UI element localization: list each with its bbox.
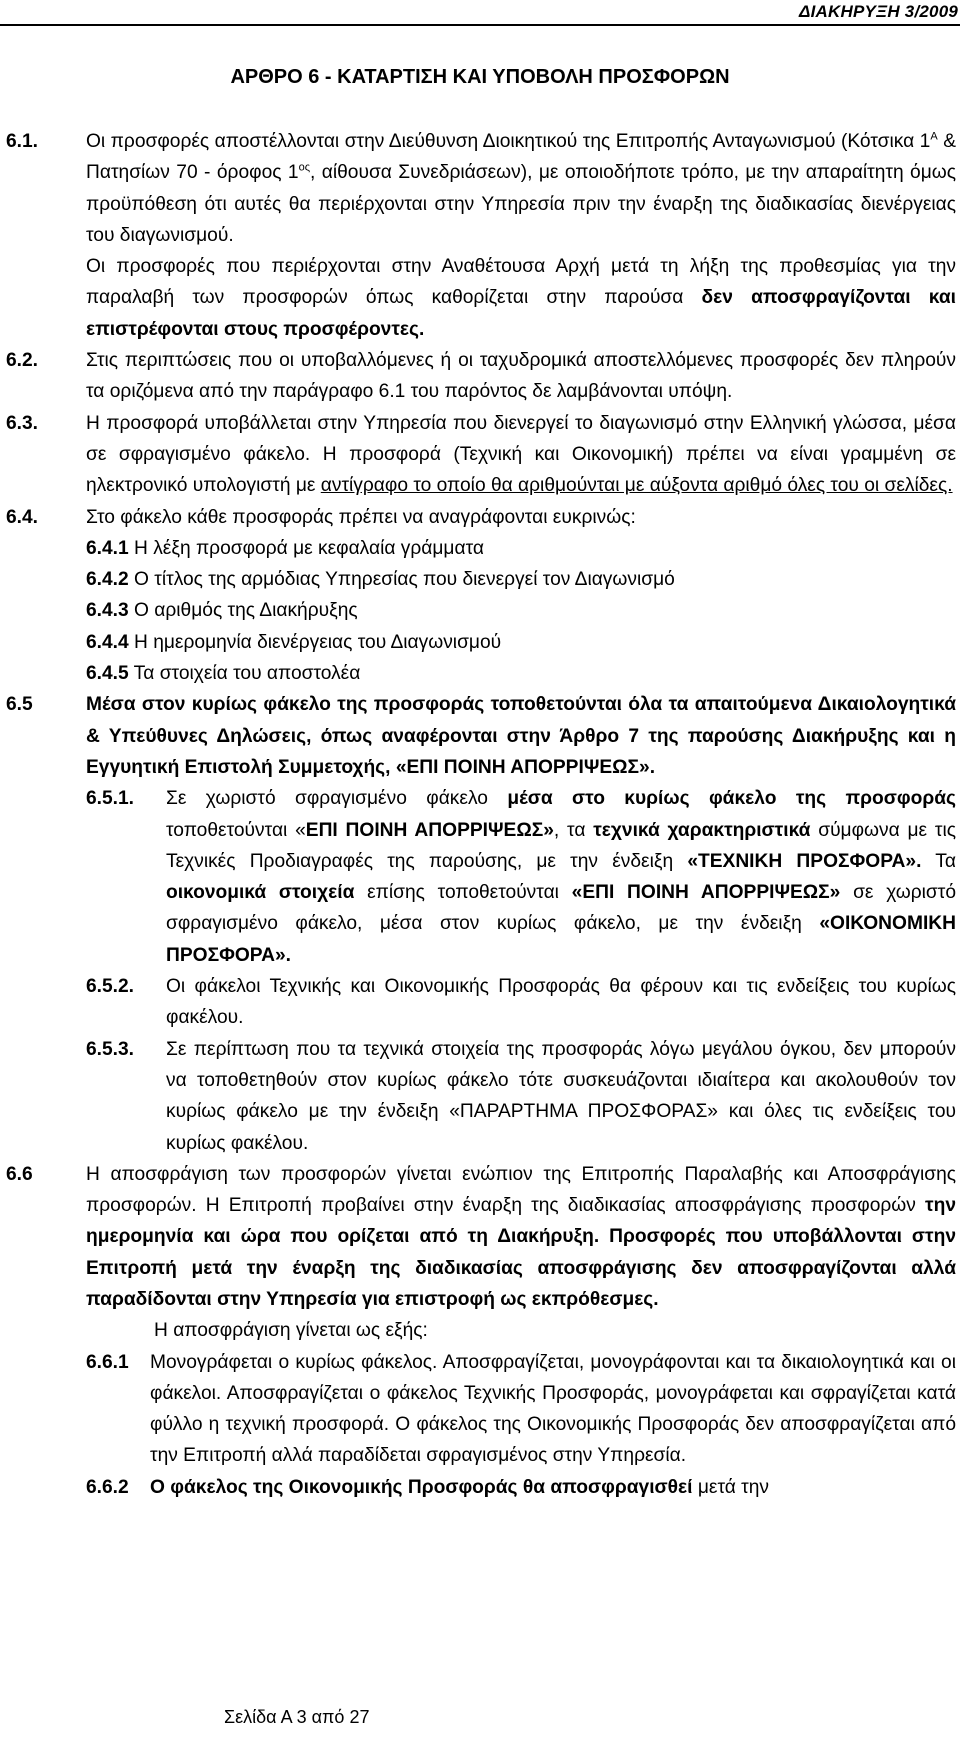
- subparagraph-6-6-1: [6, 1347, 956, 1472]
- list-6-4: [6, 533, 956, 689]
- list-item: 6.4.3 Ο αριθμός της Διακήρυξης: [86, 600, 358, 622]
- paragraph-6-5: [6, 689, 956, 783]
- list-item: 6.4.5 Τα στοιχεία του αποστολέα: [86, 663, 361, 685]
- list-item: 6.4.2 Ο τίτλος της αρμόδιας Υπηρεσίας που διενεργεί τον Διαγωνισμό: [86, 569, 675, 591]
- subparagraph-number: 6.5.1.: [86, 788, 135, 810]
- header-title: ΔΙΑΚΗΡΥΞΗ 3/2009: [798, 2, 958, 21]
- header-divider: [0, 24, 960, 26]
- subparagraph-number: 6.5.3.: [86, 1038, 135, 1060]
- subparagraph-text: Σε χωριστό σφραγισμένο φάκελο μέσα στο κυρίως φάκελο της προσφοράς τοποθετούνται «ΕΠΙ ΠΟΙΝΗ ΑΠΟΡΡΙΨΕΩΣ», τα τεχνικά χαρακτηριστικά σύμφωνα με τις Τεχνικές Προδιαγραφές της παρούσης, με την ένδειξη «ΤΕΧΝΙΚΗ ΠΡΟΣΦΟΡΑ». Τα οικονομικά στοιχεία επίσης τοποθετούνται «ΕΠΙ ΠΟΙΝΗ ΑΠΟΡΡΙΨΕΩΣ» σε χωριστό σφραγισμένο φάκελο, μέσα στον κυρίως φάκελο, με την ένδειξη «ΟΙΚΟΝΟΜΙΚΗ ΠΡΟΣΦΟΡΑ».: [166, 788, 957, 966]
- subparagraph-text: Σε περίπτωση που τα τεχνικά στοιχεία της προσφοράς λόγω μεγάλου όγκου, δεν μπορούν να τοποθετηθούν στον κυρίως φάκελο τότε συσκευάζονται ιδιαίτερα και ακολουθούν τον κυρίως φάκελο με την ένδειξη «ΠΑΡΑΡΤΗΜΑ ΠΡΟΣΦΟΡΑΣ» και όλες τις ενδείξεις του κυρίως φακέλου.: [166, 1038, 956, 1154]
- list-item: 6.4.4 Η ημερομηνία διενέργειας του Διαγωνισμού: [86, 631, 502, 653]
- subparagraph-6-5-1: [6, 783, 956, 971]
- paragraph-6-6: [6, 1159, 956, 1347]
- paragraph-number: 6.4.: [6, 506, 39, 528]
- paragraph-text: Οι προσφορές αποστέλλονται στην Διεύθυνση Διοικητικού της Επιτροπής Ανταγωνισμού (Κότσικα $1^A$ & Πατησίων 70 - όροφος $1^{o\varsigma}$, αίθουσα Συνεδριάσεων), με οποιοδήποτε τρόπο, με την απαραίτητη όμως προϋπόθεση ότι αυτές θα περιέρχονται στην Υπηρεσία πριν την έναρξη της διαδικασίας διενέργειας του διαγωνισμού. Οι προσφορές που περιέρχονται στην Αναθέτουσα Αρχή μετά τη λήξη της προθεσμίας για την παραλαβή των προσφορών όπως καθορίζεται στην παρούσα δεν αποσφραγίζονται και επιστρέφονται στους προσφέροντες.: [86, 126, 956, 345]
- paragraph-text: Στις περιπτώσεις που οι υποβαλλόμενες ή οι ταχυδρομικά αποστελλόμενες προσφορές δεν πληρούν τα οριζόμενα από την παράγραφο 6.1 του παρόντος δε λαμβάνονται υπόψη.: [86, 350, 956, 403]
- page-number: Σελίδα Α 3 από 27: [224, 1707, 370, 1727]
- paragraph-6-4: [6, 502, 956, 533]
- paragraph-intro: Η αποσφράγιση γίνεται ως εξής:: [154, 1320, 428, 1342]
- subparagraph-text: Μονογράφεται ο κυρίως φάκελος. Αποσφραγίζεται, μονογράφονται και τα δικαιολογητικά και οι φάκελοι. Αποσφραγίζεται ο φάκελος Τεχνικής Προσφοράς, μονογράφεται και σφραγίζεται κατά φύλλο η τεχνική προσφορά. Ο φάκελος της Οικονομικής Προσφοράς δεν αποσφραγίζεται από την Επιτροπή αλλά παραδίδεται σφραγισμένος στην Υπηρεσία.: [150, 1351, 956, 1467]
- subparagraph-text: Ο φάκελος της Οικονομικής Προσφοράς θα αποσφραγισθεί μετά την: [150, 1476, 770, 1498]
- paragraph-6-1: [6, 126, 956, 345]
- subparagraph-6-5-3: [6, 1034, 956, 1159]
- paragraph-6-2: [6, 345, 956, 408]
- subparagraph-number: 6.5.2.: [86, 976, 135, 998]
- document-body: [6, 126, 956, 1503]
- article-title: ΑΡΘΡΟ 6 - ΚΑΤΑΡΤΙΣΗ ΚΑΙ ΥΠΟΒΟΛΗ ΠΡΟΣΦΟΡΩΝ: [230, 66, 730, 88]
- paragraph-text: Η αποσφράγιση των προσφορών γίνεται ενώπιον της Επιτροπής Παραλαβής και Αποσφράγισης προσφορών. Η Επιτροπή προβαίνει στην έναρξη της διαδικασίας αποσφράγισης προσφορών την ημερομηνία και ώρα που ορίζεται από τη Διακήρυξη. Προσφορές που υποβάλλονται στην Επιτροπή μετά την έναρξη της διαδικασίας αποσφράγισης δεν αποσφραγίζονται αλλά παραδίδονται στην Υπηρεσία για επιστροφή ως εκπρόθεσμες. Η αποσφράγιση γίνεται ως εξής:: [86, 1159, 956, 1347]
- subparagraph-number: 6.6.2: [86, 1476, 129, 1498]
- subparagraph-text: Οι φάκελοι Τεχνικής και Οικονομικής Προσφοράς θα φέρουν και τις ενδείξεις του κυρίως φακέλου.: [166, 976, 956, 1029]
- subparagraph-6-5-2: [6, 971, 956, 1034]
- paragraph-text: Η προσφορά υποβάλλεται στην Υπηρεσία που διενεργεί το διαγωνισμό στην Ελληνική γλώσσα, μέσα σε σφραγισμένο φάκελο. Η προσφορά (Τεχνική και Οικονομική) πρέπει να είναι γραμμένη σε ηλεκτρονικό υπολογιστή με αντίγραφο το οποίο θα αριθμούνται με αύξοντα αριθμό όλες του οι σελίδες.: [86, 412, 956, 497]
- paragraph-number: 6.3.: [6, 412, 39, 434]
- subparagraph-number: 6.6.1: [86, 1351, 129, 1373]
- paragraph-number: 6.1.: [6, 131, 39, 152]
- list-item: 6.4.1 Η λέξη προσφορά με κεφαλαία γράμματα: [86, 537, 484, 559]
- paragraph-number: 6.6: [6, 1163, 33, 1185]
- paragraph-number: 6.2.: [6, 350, 39, 372]
- subparagraph-6-6-2: [6, 1472, 956, 1503]
- paragraph-text: Μέσα στον κυρίως φάκελο της προσφοράς τοποθετούνται όλα τα απαιτούμενα Δικαιολογητικά & Υπεύθυνες Δηλώσεις, όπως αναφέρονται στην Άρθρο 7 της παρούσης Διακήρυξης και η Εγγυητική Επιστολή Συμμετοχής, «ΕΠΙ ΠΟΙΝΗ ΑΠΟΡΡΙΨΕΩΣ».: [86, 694, 956, 778]
- paragraph-6-3: [6, 408, 956, 502]
- paragraph-number: 6.5: [6, 694, 33, 716]
- paragraph-text: Στο φάκελο κάθε προσφοράς πρέπει να αναγράφονται ευκρινώς:: [86, 506, 636, 528]
- paragraph-continuation: Οι προσφορές που περιέρχονται στην Αναθέτουσα Αρχή μετά τη λήξη της προθεσμίας για την παραλαβή των προσφορών όπως καθορίζεται στην παρούσα δεν αποσφραγίζονται και επιστρέφονται στους προσφέροντες.: [86, 256, 956, 340]
